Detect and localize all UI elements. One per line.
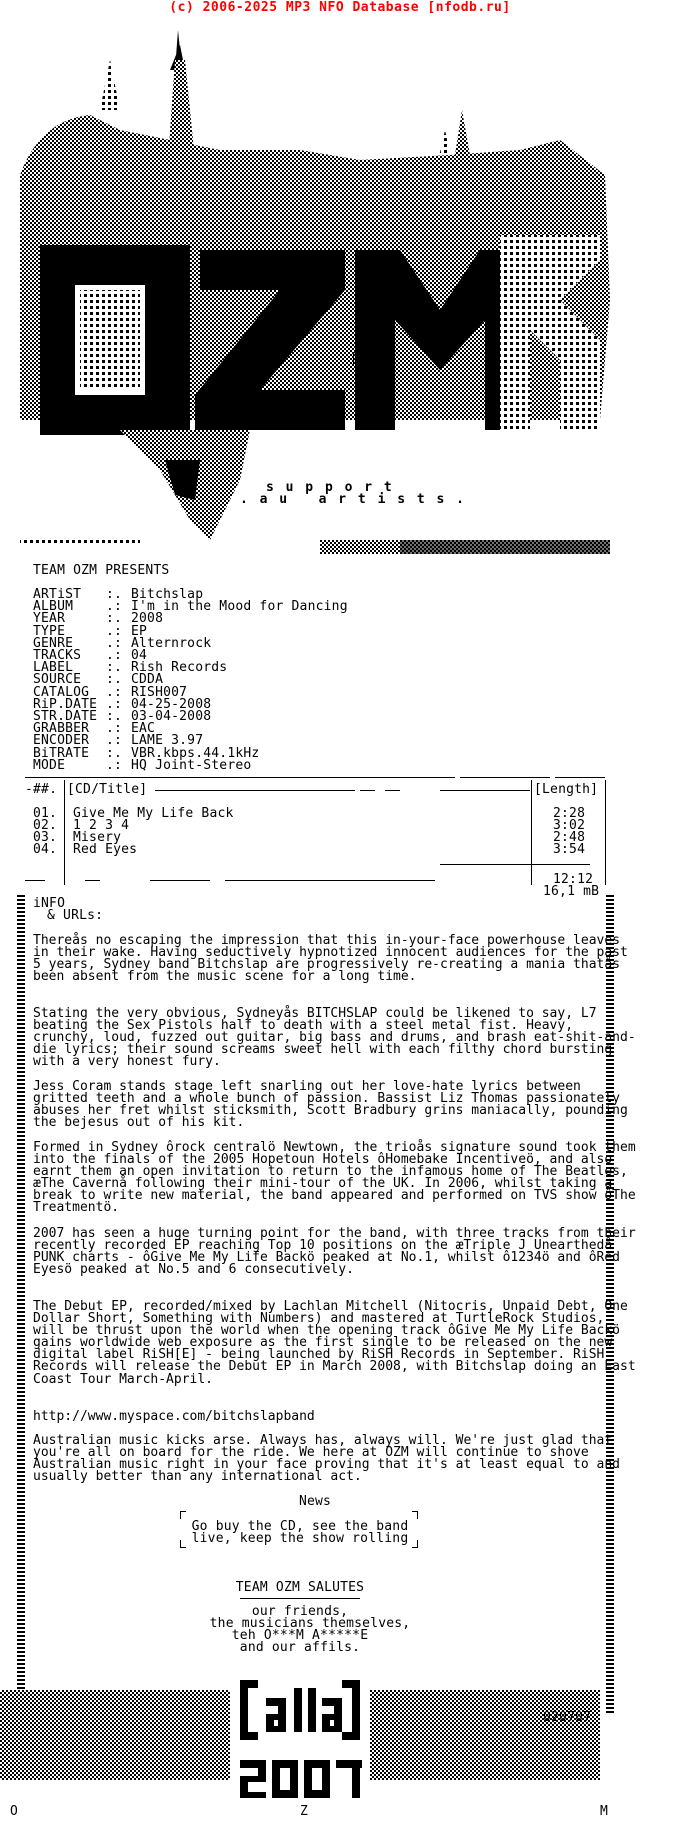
info-value-genre: Alternrock xyxy=(131,635,212,651)
info-sep: .: xyxy=(106,721,123,737)
info-sep: .: xyxy=(106,733,123,749)
info-sep: :. xyxy=(106,611,123,627)
tracklist-col-num: -##. xyxy=(25,782,58,797)
info-key-encoder: ENCODER xyxy=(33,733,90,749)
info-value-ripdate: 04-25-2008 xyxy=(131,696,212,712)
tracklist-col-length: [Length] xyxy=(534,782,599,797)
info-paragraph-4: Formed in Sydney ôrock centralö Newtown, the trioås signature sound took them into the finals of the 2005 Hopetoun Hotels ôHomebake Incentiveö, and also earnt them an open invitation to return to the infamous home of The Beatles, æThe Cavernå following their mini-tour of the UK. In 2006, whilst taking a break to write new material, the band appeared and performed on TVS show ôThe Treatmentö. xyxy=(33,1140,636,1216)
footer-code: 020707 xyxy=(543,1710,592,1725)
salutes-line: the musicians themselves, xyxy=(209,1616,411,1631)
info-key-grabber: GRABBER xyxy=(33,721,90,737)
info-key-strdate: STR.DATE xyxy=(33,709,98,724)
myspace-link[interactable]: http://www.myspace.com/bitchslapband xyxy=(33,1409,315,1424)
urls-heading: & URLs: xyxy=(47,908,104,923)
info-sep: .: xyxy=(106,757,123,773)
footer-letter-m: M xyxy=(600,1804,609,1819)
info-paragraph-3: Jess Coram stands stage left snarling out her love-hate lyrics between gritted teeth and a whole bunch of passion. Bassist Liz Thomas passionately abuses her fret whilst sticksmith, Scott Bradbury grins maniacally, pounding the bejesus out of his kit. xyxy=(33,1079,628,1131)
news-line-1: Go buy the CD, see the band xyxy=(191,1519,409,1534)
info-value-year: 2008 xyxy=(131,611,164,627)
info-sep: :. xyxy=(106,672,123,688)
support-line-1: s u p p o r t xyxy=(266,480,394,495)
tracklist-col-title: [CD/Title] xyxy=(67,782,148,797)
info-value-mode: HQ Joint-Stereo xyxy=(131,757,252,773)
info-sep: :. xyxy=(106,745,123,761)
info-heading: iNFO xyxy=(33,896,66,911)
info-value-encoder: LAME 3.97 xyxy=(131,733,204,749)
info-key-source: SOURCE xyxy=(33,672,82,688)
info-paragraph-6: The Debut EP, recorded/mixed by Lachlan Mitchell (Nitocris, Unpaid Debt, One Dollar Short, Something with Numbers) and mastered at TurtleRock Studios, will be thrust upon the world when the opening track ôGive Me My Life Backö gains worldwide web exposure as the first single to be released on the new digital label RiSH[E] - being launched by RiSH Records in September. RiSH Records will release the Debut EP in March 2008, with Bitchslap doing an East Coast Tour March-April. xyxy=(33,1299,636,1387)
info-sep: .: xyxy=(106,696,123,712)
copyright-banner: (c) 2006-2025 MP3 NFO Database [nfodb.ru] xyxy=(169,0,511,15)
info-value-album: I'm in the Mood for Dancing xyxy=(131,599,348,615)
info-value-type: EP xyxy=(131,623,148,639)
news-title: News xyxy=(298,1494,332,1509)
presents-heading: TEAM OZM PRESENTS xyxy=(33,563,170,578)
info-key-album: ALBUM xyxy=(33,599,74,615)
info-value-grabber: EAC xyxy=(131,721,156,737)
info-key-ripdate: RiP.DATE xyxy=(33,696,98,712)
info-sep: :. xyxy=(106,660,123,676)
track-title: Misery xyxy=(73,830,122,845)
info-key-genre: GENRE xyxy=(33,635,74,651)
salutes-title: TEAM OZM SALUTES xyxy=(235,1580,365,1595)
track-length: 3:02 xyxy=(553,818,586,833)
info-key-artist: ARTiST xyxy=(33,587,82,602)
salutes-line: teh O***M A*****E xyxy=(231,1628,369,1643)
footer-letter-o: O xyxy=(10,1804,19,1819)
tracklist-total-time: 12:12 xyxy=(553,872,594,887)
info-value-bitrate: VBR.kbps.44.1kHz xyxy=(131,745,260,761)
info-key-tracks: TRACKS xyxy=(33,648,82,663)
track-length: 3:54 xyxy=(553,842,586,857)
track-title: 1 2 3 4 xyxy=(73,818,130,833)
salutes-line: and our affils. xyxy=(239,1640,361,1655)
info-sep: .: xyxy=(106,684,123,700)
info-paragraph-2: Stating the very obvious, Sydneyås BITCHSLAP could be likened to say, L7 beating the Sex Pistols half to death with a steel metal fist. Heavy, crunchy, loud, fuzzed out guitar, big bass and drums, and brash eat-shit-and-die lyrics; their sound screams sweet hell with each filthy chord bursting with a very honest fury. xyxy=(33,1006,636,1070)
salutes-line: our friends, xyxy=(251,1604,349,1619)
info-value-artist: Bitchslap xyxy=(131,587,204,602)
info-key-type: TYPE xyxy=(33,623,66,639)
info-key-catalog: CATALOG xyxy=(33,684,90,700)
info-value-strdate: 03-04-2008 xyxy=(131,709,212,724)
info-paragraph-1: Thereås no escaping the impression that this in-your-face powerhouse leaves in their wake. Having seductively hypnotized innocent audiences for the past 5 years, Sydney band Bitchslap are progressively re-creating a mania thatås been absent from the music scene for a long time. xyxy=(33,933,628,985)
support-line-2: . a u a r t i s t s . xyxy=(240,492,467,507)
info-sep: .: xyxy=(106,623,123,639)
info-value-source: CDDA xyxy=(131,672,164,688)
track-title: Give Me My Life Back xyxy=(73,806,234,821)
info-sep: .: xyxy=(106,599,123,615)
track-num: 03. xyxy=(33,830,58,845)
info-sep: :. xyxy=(106,587,123,602)
info-key-mode: MODE xyxy=(33,757,66,773)
info-sep: .: xyxy=(106,635,123,651)
info-key-year: YEAR xyxy=(33,611,66,627)
footer-logo-art xyxy=(0,1660,680,1824)
info-paragraph-7: Australian music kicks arse. Always has, always will. We're just glad that you're all on board for the ride. We here at OZM will continue to shove Australian music right in your face proving that it's at least equal to and usually better than any international act. xyxy=(33,1433,620,1485)
track-title: Red Eyes xyxy=(73,842,138,857)
tracklist-total-size: 16,1 mB xyxy=(543,884,600,899)
info-sep: :. xyxy=(106,709,123,724)
info-key-label: LABEL xyxy=(33,660,74,676)
info-value-tracks: 04 xyxy=(131,648,148,663)
info-key-bitrate: BiTRATE xyxy=(33,745,90,761)
track-length: 2:28 xyxy=(553,806,586,821)
news-line-2: live, keep the show rolling xyxy=(191,1531,409,1546)
track-num: 01. xyxy=(33,806,58,821)
info-value-catalog: RISH007 xyxy=(131,684,188,700)
info-value-label: Rish Records xyxy=(131,660,228,676)
logo-mark: [mR] xyxy=(350,351,383,366)
info-sep: .: xyxy=(106,648,123,663)
track-num: 02. xyxy=(33,818,58,833)
track-length: 2:48 xyxy=(553,830,586,845)
info-paragraph-5: 2007 has seen a huge turning point for the band, with three tracks from their recently recorded EP reaching Top 10 positions on the æTriple J Unearthedå PUNK charts - ôGive Me My Life Backö peaked at No.1, whilst ô1234ö and ôRed Eyesö peaked at No.5 and 6 consecutively. xyxy=(33,1226,636,1278)
footer-letter-z: Z xyxy=(300,1804,309,1819)
track-num: 04. xyxy=(33,842,58,857)
